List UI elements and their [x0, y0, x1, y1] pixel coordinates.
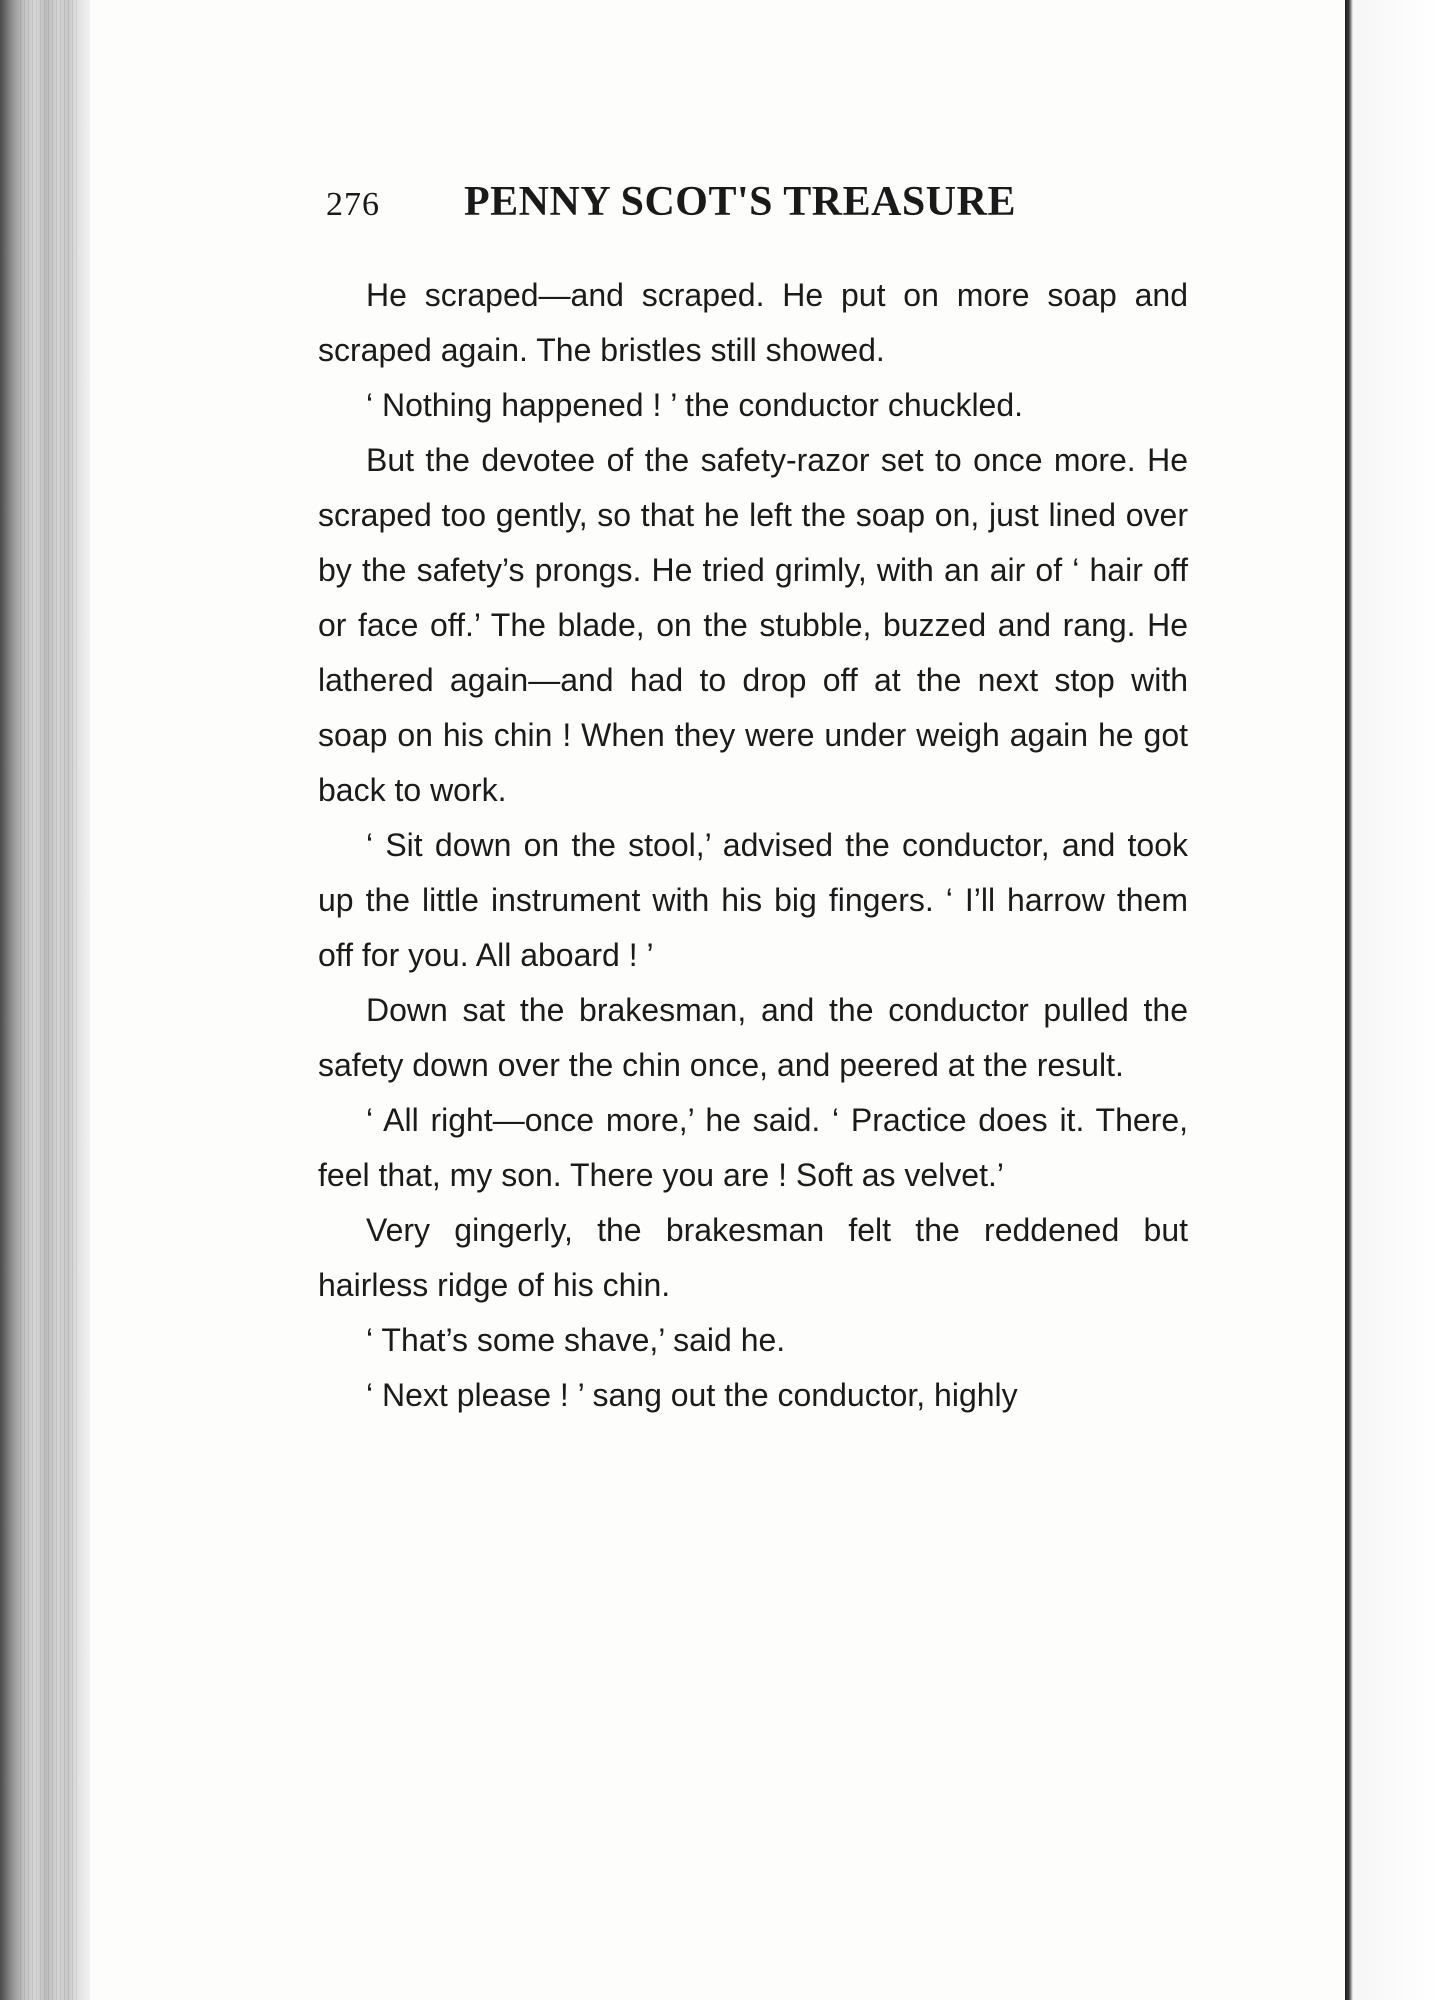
facing-page-edge — [1345, 0, 1440, 2000]
paragraph: Down sat the brakesman, and the conductor pulled the safety down over the chin once, and peered at the result. — [318, 992, 1188, 1083]
running-title: PENNY SCOT'S TREASURE — [464, 179, 1016, 225]
paragraph: ‘ Sit down on the stool,’ advised the conductor, and took up the little instrument with his big fingers. ‘ I’ll harrow them off for you. All aboard ! ’ — [318, 827, 1188, 973]
page-stack-lines — [20, 0, 80, 2000]
page-number: 276 — [326, 186, 380, 223]
paragraph: Very gingerly, the brakesman felt the reddened but hairless ridge of his chin. — [318, 1212, 1188, 1303]
paragraph: ‘ Next please ! ’ sang out the conductor, highly — [366, 1377, 1018, 1413]
page-body — [318, 268, 1188, 1423]
paragraph: ‘ Nothing happened ! ’ the conductor chuckled. — [366, 387, 1024, 423]
paragraph: But the devotee of the safety-razor set to once more. He scraped too gently, so that he left the soap on, just lined over by the safety’s prongs. He tried grimly, with an air of ‘ hair off or face off.’ The blade, on the stubble, buzzed and rang. He lathered again—and had to drop off at the next stop with soap on his chin ! When they were under weigh again he got back to work. — [318, 442, 1188, 808]
paragraph: ‘ All right—once more,’ he said. ‘ Practice does it. There, feel that, my son. There you are ! Soft as velvet.’ — [318, 1102, 1188, 1193]
paragraph: He scraped—and scraped. He put on more soap and scraped again. The bristles still showed. — [318, 277, 1188, 368]
paragraph: ‘ That’s some shave,’ said he. — [366, 1322, 786, 1358]
page-header — [326, 178, 1066, 238]
